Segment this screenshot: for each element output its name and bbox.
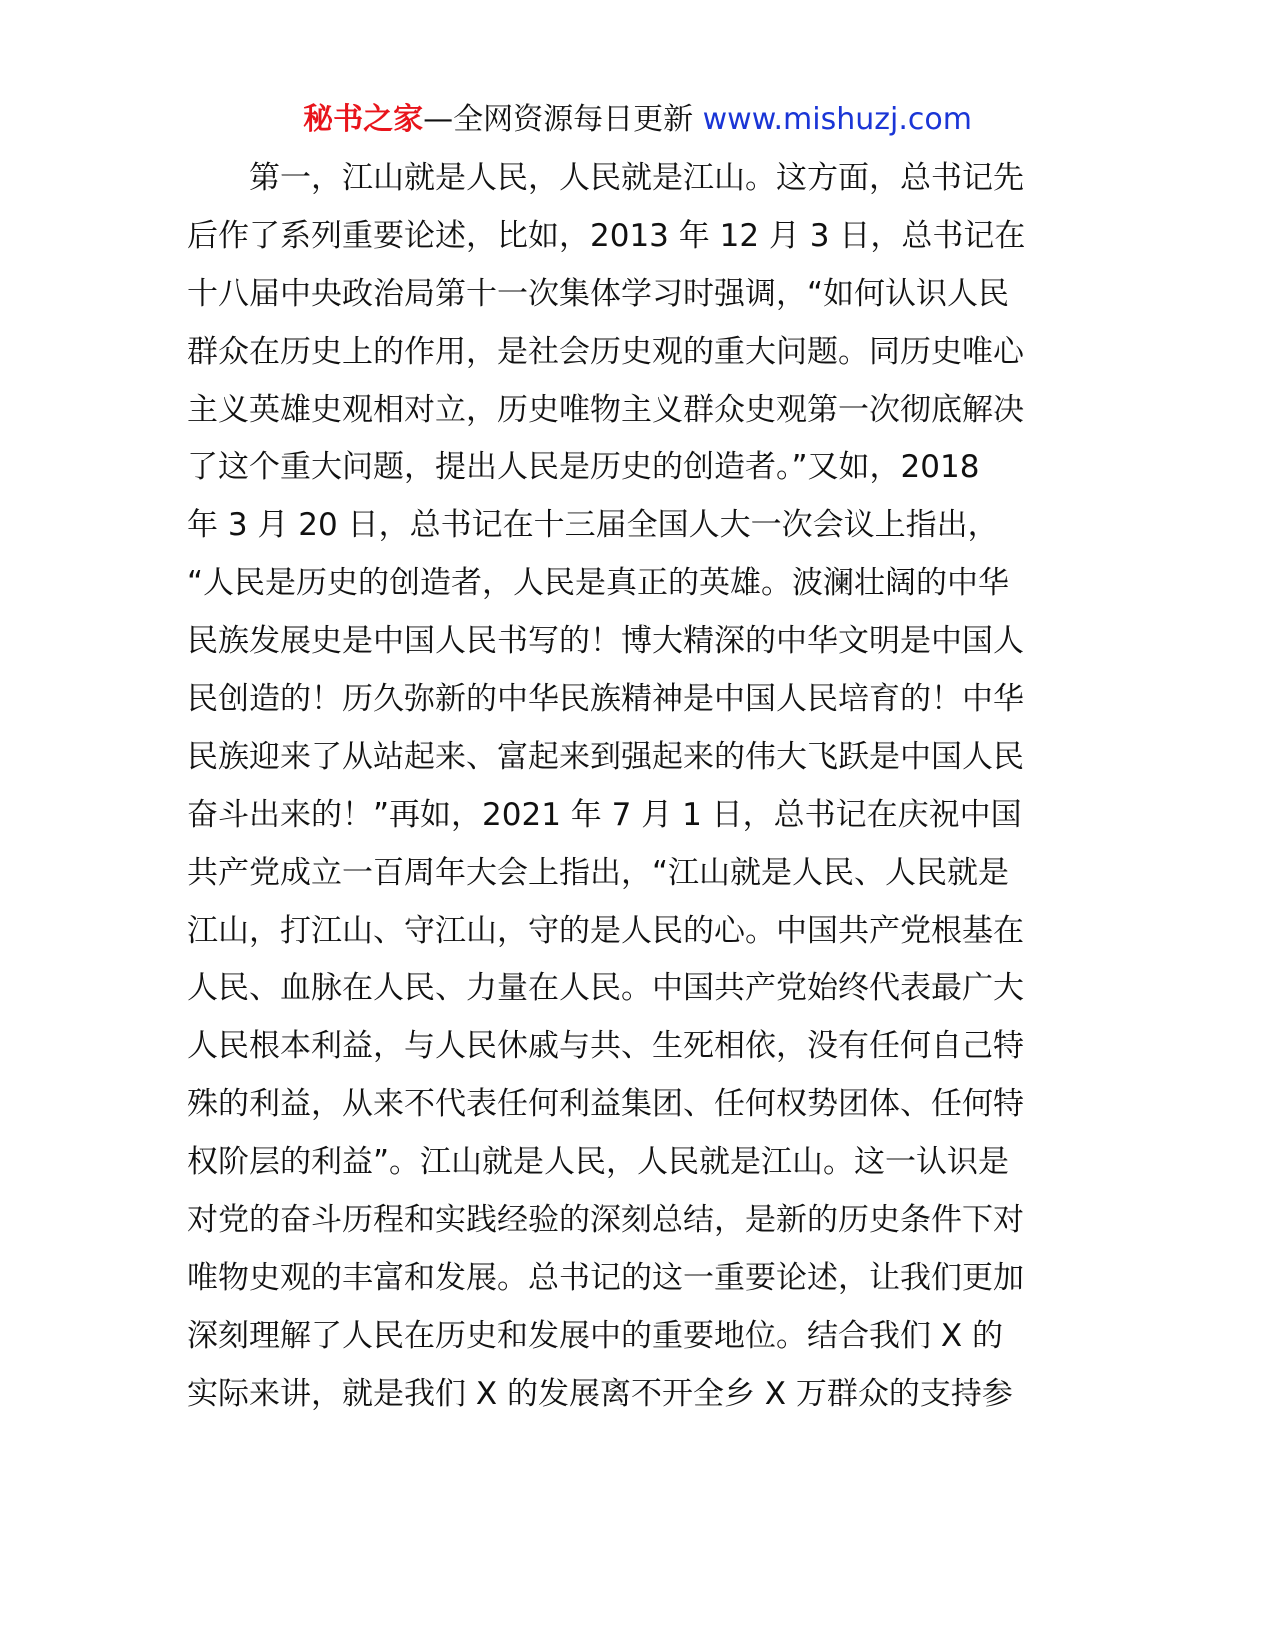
text-line: 人民、血脉在人民、力量在人民。中国共产党始终代表最广大: [187, 970, 1024, 1007]
text-line: 实际来讲，就是我们 X 的发展离不开全乡 X 万群众的支持参: [187, 1375, 1013, 1412]
text-line: 年 3 月 20 日，总书记在十三届全国人大一次会议上指出，: [187, 507, 999, 544]
text-line: 主义英雄史观相对立，历史唯物主义群众史观第一次彻底解决: [187, 391, 1024, 428]
text-line: 共产党成立一百周年大会上指出，“江山就是人民、人民就是: [187, 854, 1010, 891]
text-line: 人民根本利益，与人民休戚与共、生死相依，没有任何自己特: [187, 1028, 1024, 1065]
text-line: 江山，打江山、守江山，守的是人民的心。中国共产党根基在: [187, 912, 1024, 949]
text-line: 民创造的！历久弥新的中华民族精神是中国人民培育的！中华: [187, 681, 1024, 718]
text-line: 对党的奋斗历程和实践经验的深刻总结，是新的历史条件下对: [187, 1202, 1024, 1239]
site-url-link[interactable]: www.mishuzj.com: [702, 102, 972, 137]
document-body: [187, 150, 1087, 1424]
text-line: 群众在历史上的作用，是社会历史观的重大问题。同历史唯心: [187, 333, 1024, 370]
text-line: 民族发展史是中国人民书写的！博大精深的中华文明是中国人: [187, 623, 1024, 660]
text-line: 后作了系列重要论述，比如，2013 年 12 月 3 日，总书记在: [187, 217, 1026, 254]
text-line: 十八届中央政治局第十一次集体学习时强调，“如何认识人民: [187, 275, 1010, 312]
text-line: “人民是历史的创造者，人民是真正的英雄。波澜壮阔的中华: [187, 565, 1010, 602]
text-line: 了这个重大问题，提出人民是历史的创造者。”又如，2018: [187, 449, 980, 486]
text-line: 奋斗出来的！”再如，2021 年 7 月 1 日，总书记在庆祝中国: [187, 796, 1022, 833]
text-line: 唯物史观的丰富和发展。总书记的这一重要论述，让我们更加: [187, 1259, 1024, 1296]
brand-name: 秘书之家: [303, 102, 424, 137]
text-line: 权阶层的利益”。江山就是人民，人民就是江山。这一认识是: [187, 1144, 1010, 1181]
header-tagline: —全网资源每日更新: [423, 102, 694, 137]
text-line: 第一，江山就是人民，人民就是江山。这方面，总书记先: [249, 160, 1024, 196]
text-line: 殊的利益，从来不代表任何利益集团、任何权势团体、任何特: [187, 1086, 1024, 1123]
text-line: 民族迎来了从站起来、富起来到强起来的伟大飞跃是中国人民: [187, 738, 1024, 775]
site-header: [0, 98, 1275, 142]
text-line: 深刻理解了人民在历史和发展中的重要地位。结合我们 X 的: [187, 1317, 1003, 1354]
